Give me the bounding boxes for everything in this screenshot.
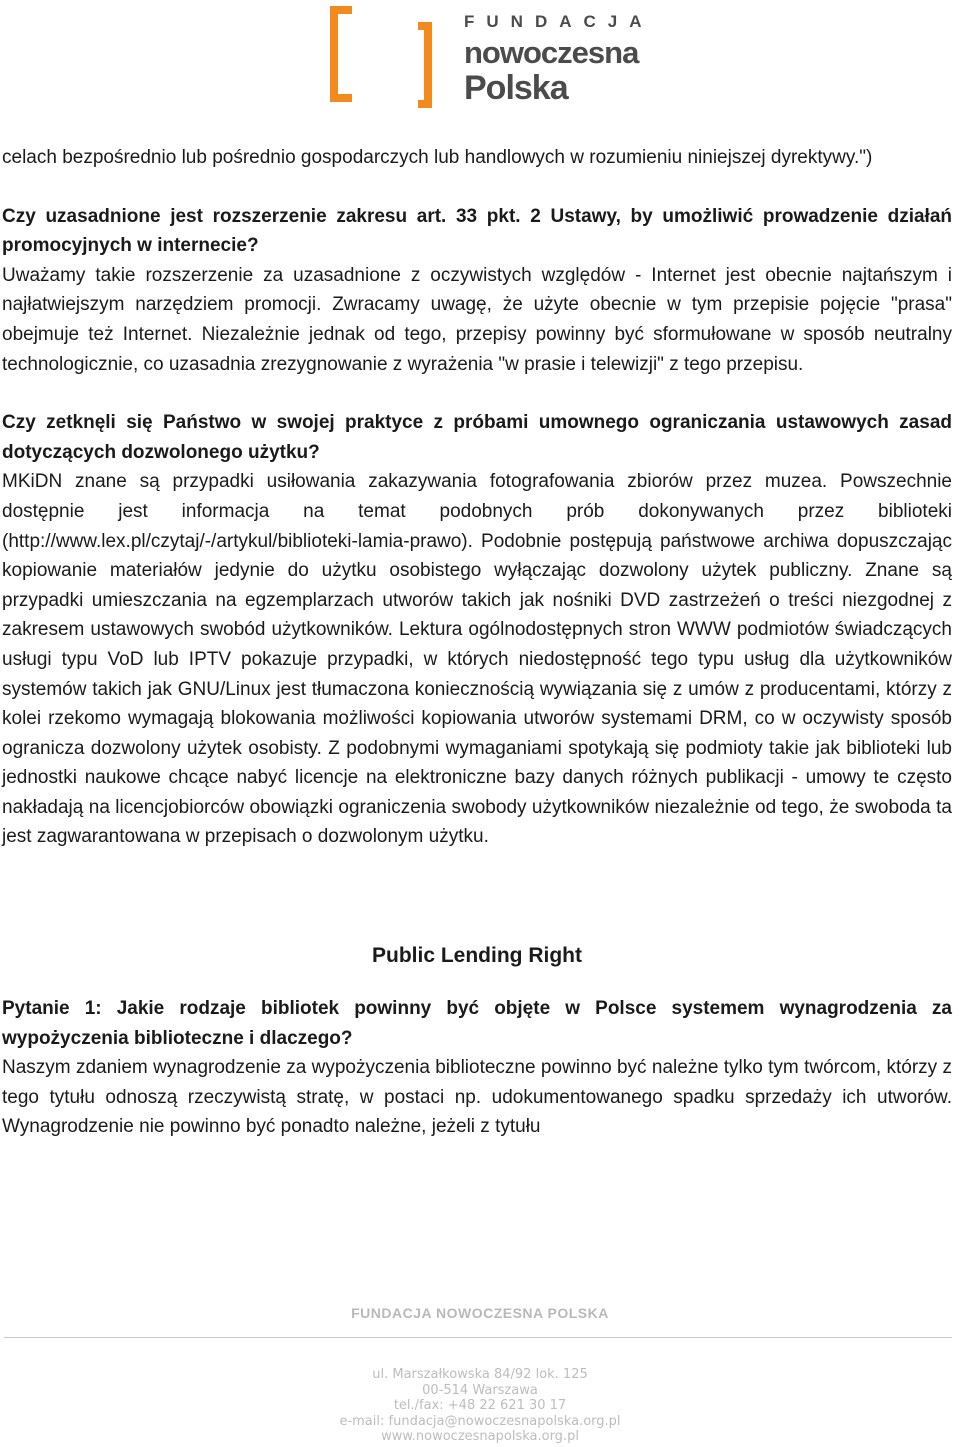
question-1: Pytanie 1: Jakie rodzaje bibliotek powinny być objęte w Polsce systemem wynagrodzenia za wypożyczenia biblioteczne i dlaczego?: [2, 998, 952, 1049]
footer-website: www.nowoczesnapolska.org.pl: [381, 1429, 579, 1444]
logo-text-nowoczesna: nowoczesna: [464, 35, 639, 70]
answer-promotion: Uważamy takie rozszerzenie za uzasadnione z oczywistych względów - Internet jest obecnie najtańszym i najłatwiejszym narzędziem promocji. Zwracamy uwagę, że użyte obecnie w tym przepisie pojęcie "prasa" obejmuje też Internet. Niezależnie jednak od tego, przepisy powinny być sformułowane w sposób neutralny technologicznie, co uzasadnia zrezygnowanie z wyrażenia "w prasie i telewizji" z tego przepisu.: [2, 264, 952, 375]
answer-1: Naszym zdaniem wynagrodzenie za wypożyczenia biblioteczne powinno być należne tylko tym twórcom, którzy z tego tytułu odnoszą rzeczywistą stratę, w postaci np. udokumentowanego spadku sprzedaży ich utworów. Wynagrodzenie nie powinno być ponadto należne, jeżeli z tytułu: [2, 1057, 952, 1138]
answer-fair-use: MKiDN znane są przypadki usiłowania zakazywania fotografowania zbiorów przez muzea. Powszechnie dostępnie jest informacja na temat podobnych prób dokonywanych przez biblioteki (http://www.lex.pl/czytaj/-/artykul/biblioteki-lamia-prawo). Podobnie postępują państwowe archiwa dopuszczając kopiowanie materiałów jedynie do użytku osobistego wyłączając dozwolony użytek publiczny. Znane są przypadki umieszczania na egzemplarzach utworów takich jak nośniki DVD zastrzeżeń o treści niezgodnej z zakresem ustawowych swobód użytkowników. Lektura ogólnodostępnych stron WWW podmiotów świadczących usługi typu VoD lub IPTV pokazuje przypadki, w których niedostępność tego typu usług dla użytkowników systemów takich jak GNU/Linux jest tłumaczona koniecznością wywiązania się z umów z producentami, którzy z kolei rzekomo wymagają blokowania możliwości kopiowania utworów systemami DRM, co w oczywisty sposób ogranicza dozwolony użytek osobisty. Z podobnymi wymaganiami spotykają się podmioty takie jak biblioteki lub jednostki naukowe chcące nabyć licencje na elektroniczne bazy danych różnych publikacji - umowy te często nakładają na licencjobiorców obowiązki ograniczenia swobody użytkowników niezależnie od tego, że swoboda ta jest zagwarantowana w przepisach o dozwolonym użytku.: [2, 471, 952, 848]
footer-address-street: ul. Marszałkowska 84/92 lok. 125: [372, 1367, 588, 1382]
logo-text-polska: Polska: [464, 69, 568, 107]
question-fair-use: Czy zetknęli się Państwo w swojej praktyce z próbami umownego ograniczania ustawowych zasad dotyczących dozwolonego użytku?: [2, 412, 952, 463]
footer-title: FUNDACJA NOWOCZESNA POLSKA: [351, 1305, 609, 1321]
logo-bracket-right-icon: [418, 22, 432, 108]
footer-address-city: 00-514 Warszawa: [422, 1382, 538, 1398]
document-body: [2, 143, 952, 1142]
logo-bracket-left-icon: [330, 6, 352, 102]
question-promotion: Czy uzasadnione jest rozszerzenie zakresu art. 33 pkt. 2 Ustawy, by umożliwić prowadzenie działań promocyjnych w internecie?: [2, 205, 952, 257]
paragraph-continuation: celach bezpośrednio lub pośrednio gospodarczych lub handlowych w rozumieniu niniejszej dyrektywy."): [2, 147, 873, 168]
page-footer: [0, 1305, 960, 1444]
footer-contact: [0, 1367, 960, 1445]
footer-divider: [4, 1337, 952, 1338]
foundation-logo: [330, 6, 654, 110]
footer-phone: tel./fax: +48 22 621 30 17: [393, 1398, 567, 1413]
logo-text-fundacja: FUNDACJA: [464, 12, 654, 31]
section-heading: Public Lending Right: [372, 944, 582, 968]
footer-email: e-mail: fundacja@nowoczesnapolska.org.pl: [339, 1413, 621, 1429]
